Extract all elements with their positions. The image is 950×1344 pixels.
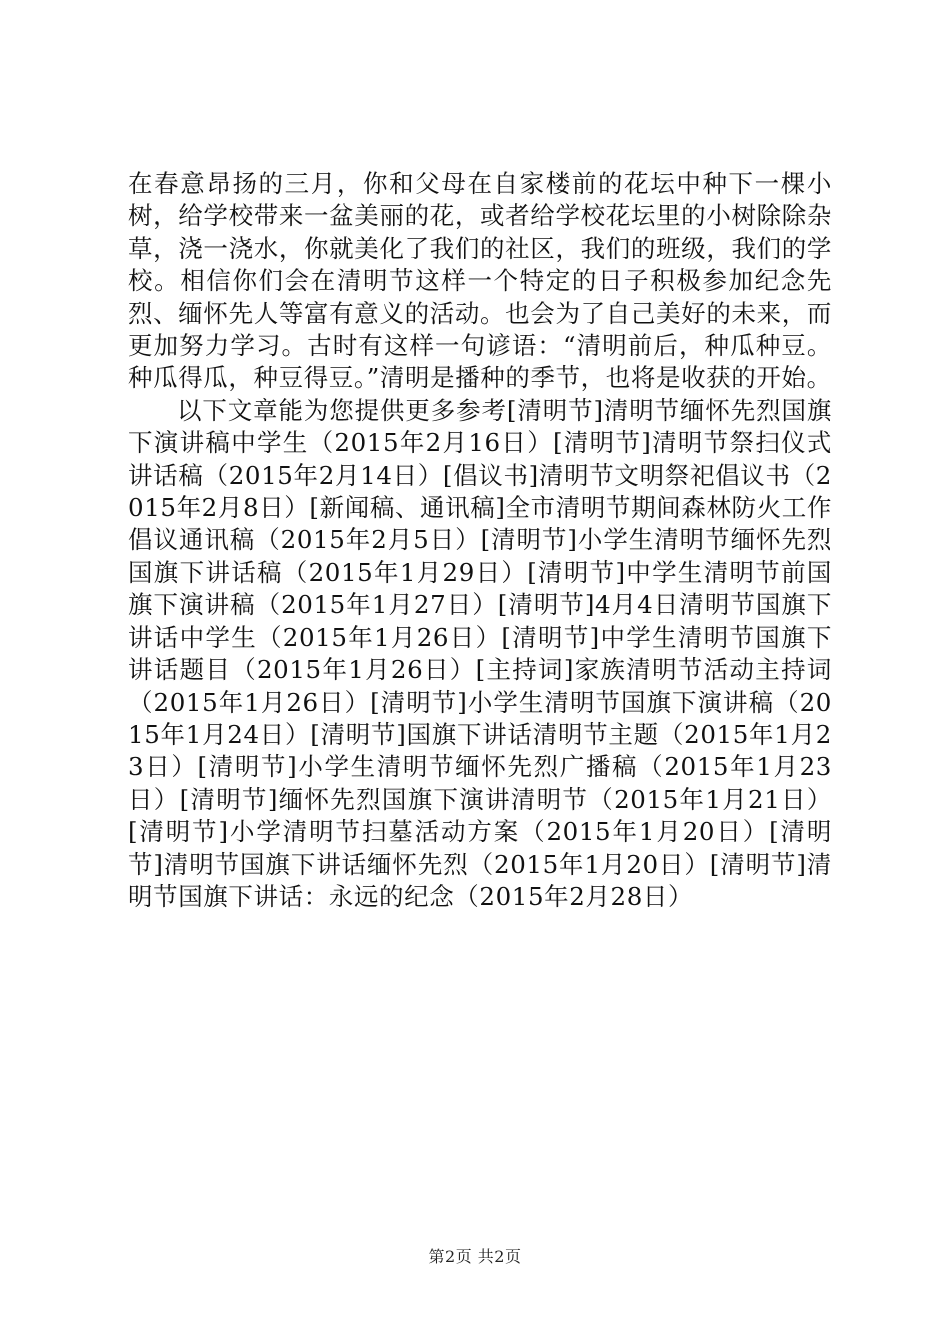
paragraph-related-articles: 以下文章能为您提供更多参考[清明节]清明节缅怀先烈国旗下演讲稿中学生（2015年2月16日）[清明节]清明节祭扫仪式讲话稿（2015年2月14日）[倡议书]清明节文明祭祀倡议书（2015年2月8日）[新闻稿、通讯稿]全市清明节期间森林防火工作倡议通讯稿（2015年2月5日）[清明节]小学生清明节缅怀先烈国旗下讲话稿（2015年1月29日）[清明节]中学生清明节前国旗下演讲稿（2015年1月27日）[清明节]4月4日清明节国旗下讲话中学生（2015年1月26日）[清明节]中学生清明节国旗下讲话题目（2015年1月26日）[主持词]家族清明节活动主持词（2015年1月26日）[清明节]小学生清明节国旗下演讲稿（2015年1月24日）[清明节]国旗下讲话清明节主题（2015年1月23日）[清明节]小学生清明节缅怀先烈广播稿（2015年1月23日）[清明节]缅怀先烈国旗下演讲清明节（2015年1月21日）[清明节]小学清明节扫墓活动方案（2015年1月20日）[清明节]清明节国旗下讲话缅怀先烈（2015年1月20日）[清明节]清明节国旗下讲话：永远的纪念（2015年2月28日）: [128, 395, 832, 911]
page-number: 第2页 共2页: [428, 1247, 522, 1266]
paragraph-spring-planting: 在春意昂扬的三月，你和父母在自家楼前的花坛中种下一棵小树，给学校带来一盆美丽的花，或者给学校花坛里的小树除除杂草，浇一浇水，你就美化了我们的社区，我们的班级，我们的学校。相信你们会在清明节这样一个特定的日子积极参加纪念先烈、缅怀先人等富有意义的活动。也会为了自己美好的未来，而更加努力学习。古时有这样一句谚语：“清明前后，种瓜种豆。种瓜得瓜，种豆得豆。”清明是播种的季节，也将是收获的开始。: [128, 169, 832, 393]
document-body: [128, 168, 832, 913]
